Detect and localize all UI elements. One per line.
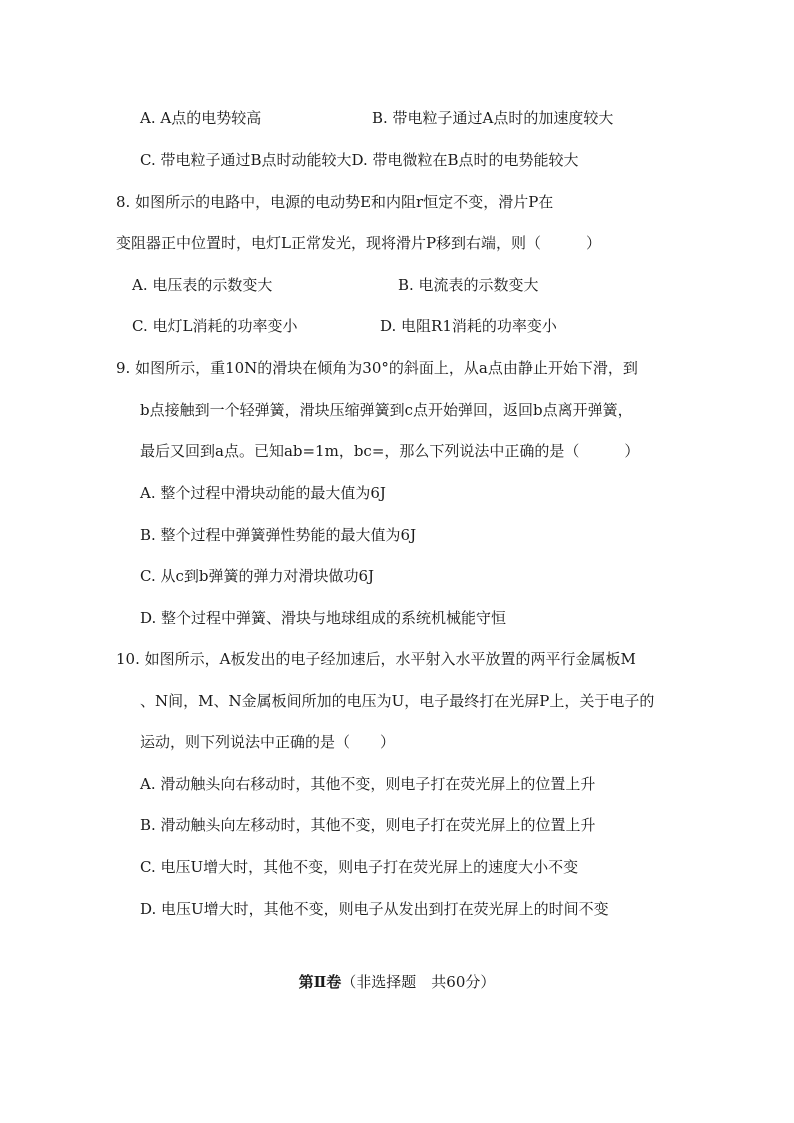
section-2-title-bold: 第Ⅱ卷 bbox=[298, 973, 342, 991]
q9-stem-line-2: b点接触到一个轻弹簧，滑块压缩弹簧到c点开始弹回，返回b点离开弹簧， bbox=[140, 401, 633, 419]
q10-stem-line-3: 运动，则下列说法中正确的是（ ） bbox=[140, 733, 396, 751]
q10-option-c: C. 电压U增大时，其他不变，则电子打在荧光屏上的速度大小不变 bbox=[140, 858, 579, 876]
q10-option-a: A. 滑动触头向右移动时，其他不变，则电子打在荧光屏上的位置上升 bbox=[140, 775, 596, 793]
q7-option-a: A. A点的电势较高 bbox=[140, 109, 262, 127]
q9-stem-line-3: 最后又回到a点。已知ab=1m，bc=，那么下列说法中正确的是（ ） bbox=[140, 442, 640, 460]
q8-option-c: C. 电灯L消耗的功率变小 bbox=[132, 317, 298, 335]
section-2-title-rest: （非选择题 共60分） bbox=[341, 973, 496, 991]
q8-option-a: A. 电压表的示数变大 bbox=[132, 276, 273, 294]
q8-option-d: D. 电阻R1消耗的功率变小 bbox=[380, 317, 557, 335]
q10-option-d: D. 电压U增大时，其他不变，则电子从发出到打在荧光屏上的时间不变 bbox=[140, 900, 609, 918]
q9-option-d: D. 整个过程中弹簧、滑块与地球组成的系统机械能守恒 bbox=[140, 609, 507, 627]
q8-stem-line-2: 变阻器正中位置时，电灯L正常发光，现将滑片P移到右端，则（ ） bbox=[116, 234, 602, 252]
q7-option-cd: C. 带电粒子通过B点时动能较大D. 带电微粒在B点时的电势能较大 bbox=[140, 151, 579, 169]
q8-option-b: B. 电流表的示数变大 bbox=[398, 276, 539, 294]
q9-option-b: B. 整个过程中弹簧弹性势能的最大值为6J bbox=[140, 526, 417, 544]
q10-stem-line-1: 10. 如图所示，A板发出的电子经加速后，水平射入水平放置的两平行金属板M bbox=[116, 650, 636, 668]
q9-option-c: C. 从c到b弹簧的弹力对滑块做功6J bbox=[140, 567, 375, 585]
q9-option-a: A. 整个过程中滑块动能的最大值为6J bbox=[140, 484, 386, 502]
q7-option-b: B. 带电粒子通过A点时的加速度较大 bbox=[372, 109, 614, 127]
q9-stem-line-1: 9. 如图所示，重10N的滑块在倾角为30°的斜面上，从a点由静止开始下滑，到 bbox=[116, 359, 638, 377]
q8-stem-line-1: 8. 如图所示的电路中，电源的电动势E和内阻r恒定不变，滑片P在 bbox=[116, 193, 554, 211]
q10-option-b: B. 滑动触头向左移动时，其他不变，则电子打在荧光屏上的位置上升 bbox=[140, 816, 596, 834]
q10-stem-line-2: 、N间，M、N金属板间所加的电压为U，电子最终打在光屏P上，关于电子的 bbox=[140, 692, 655, 710]
section-2-title bbox=[0, 972, 794, 992]
